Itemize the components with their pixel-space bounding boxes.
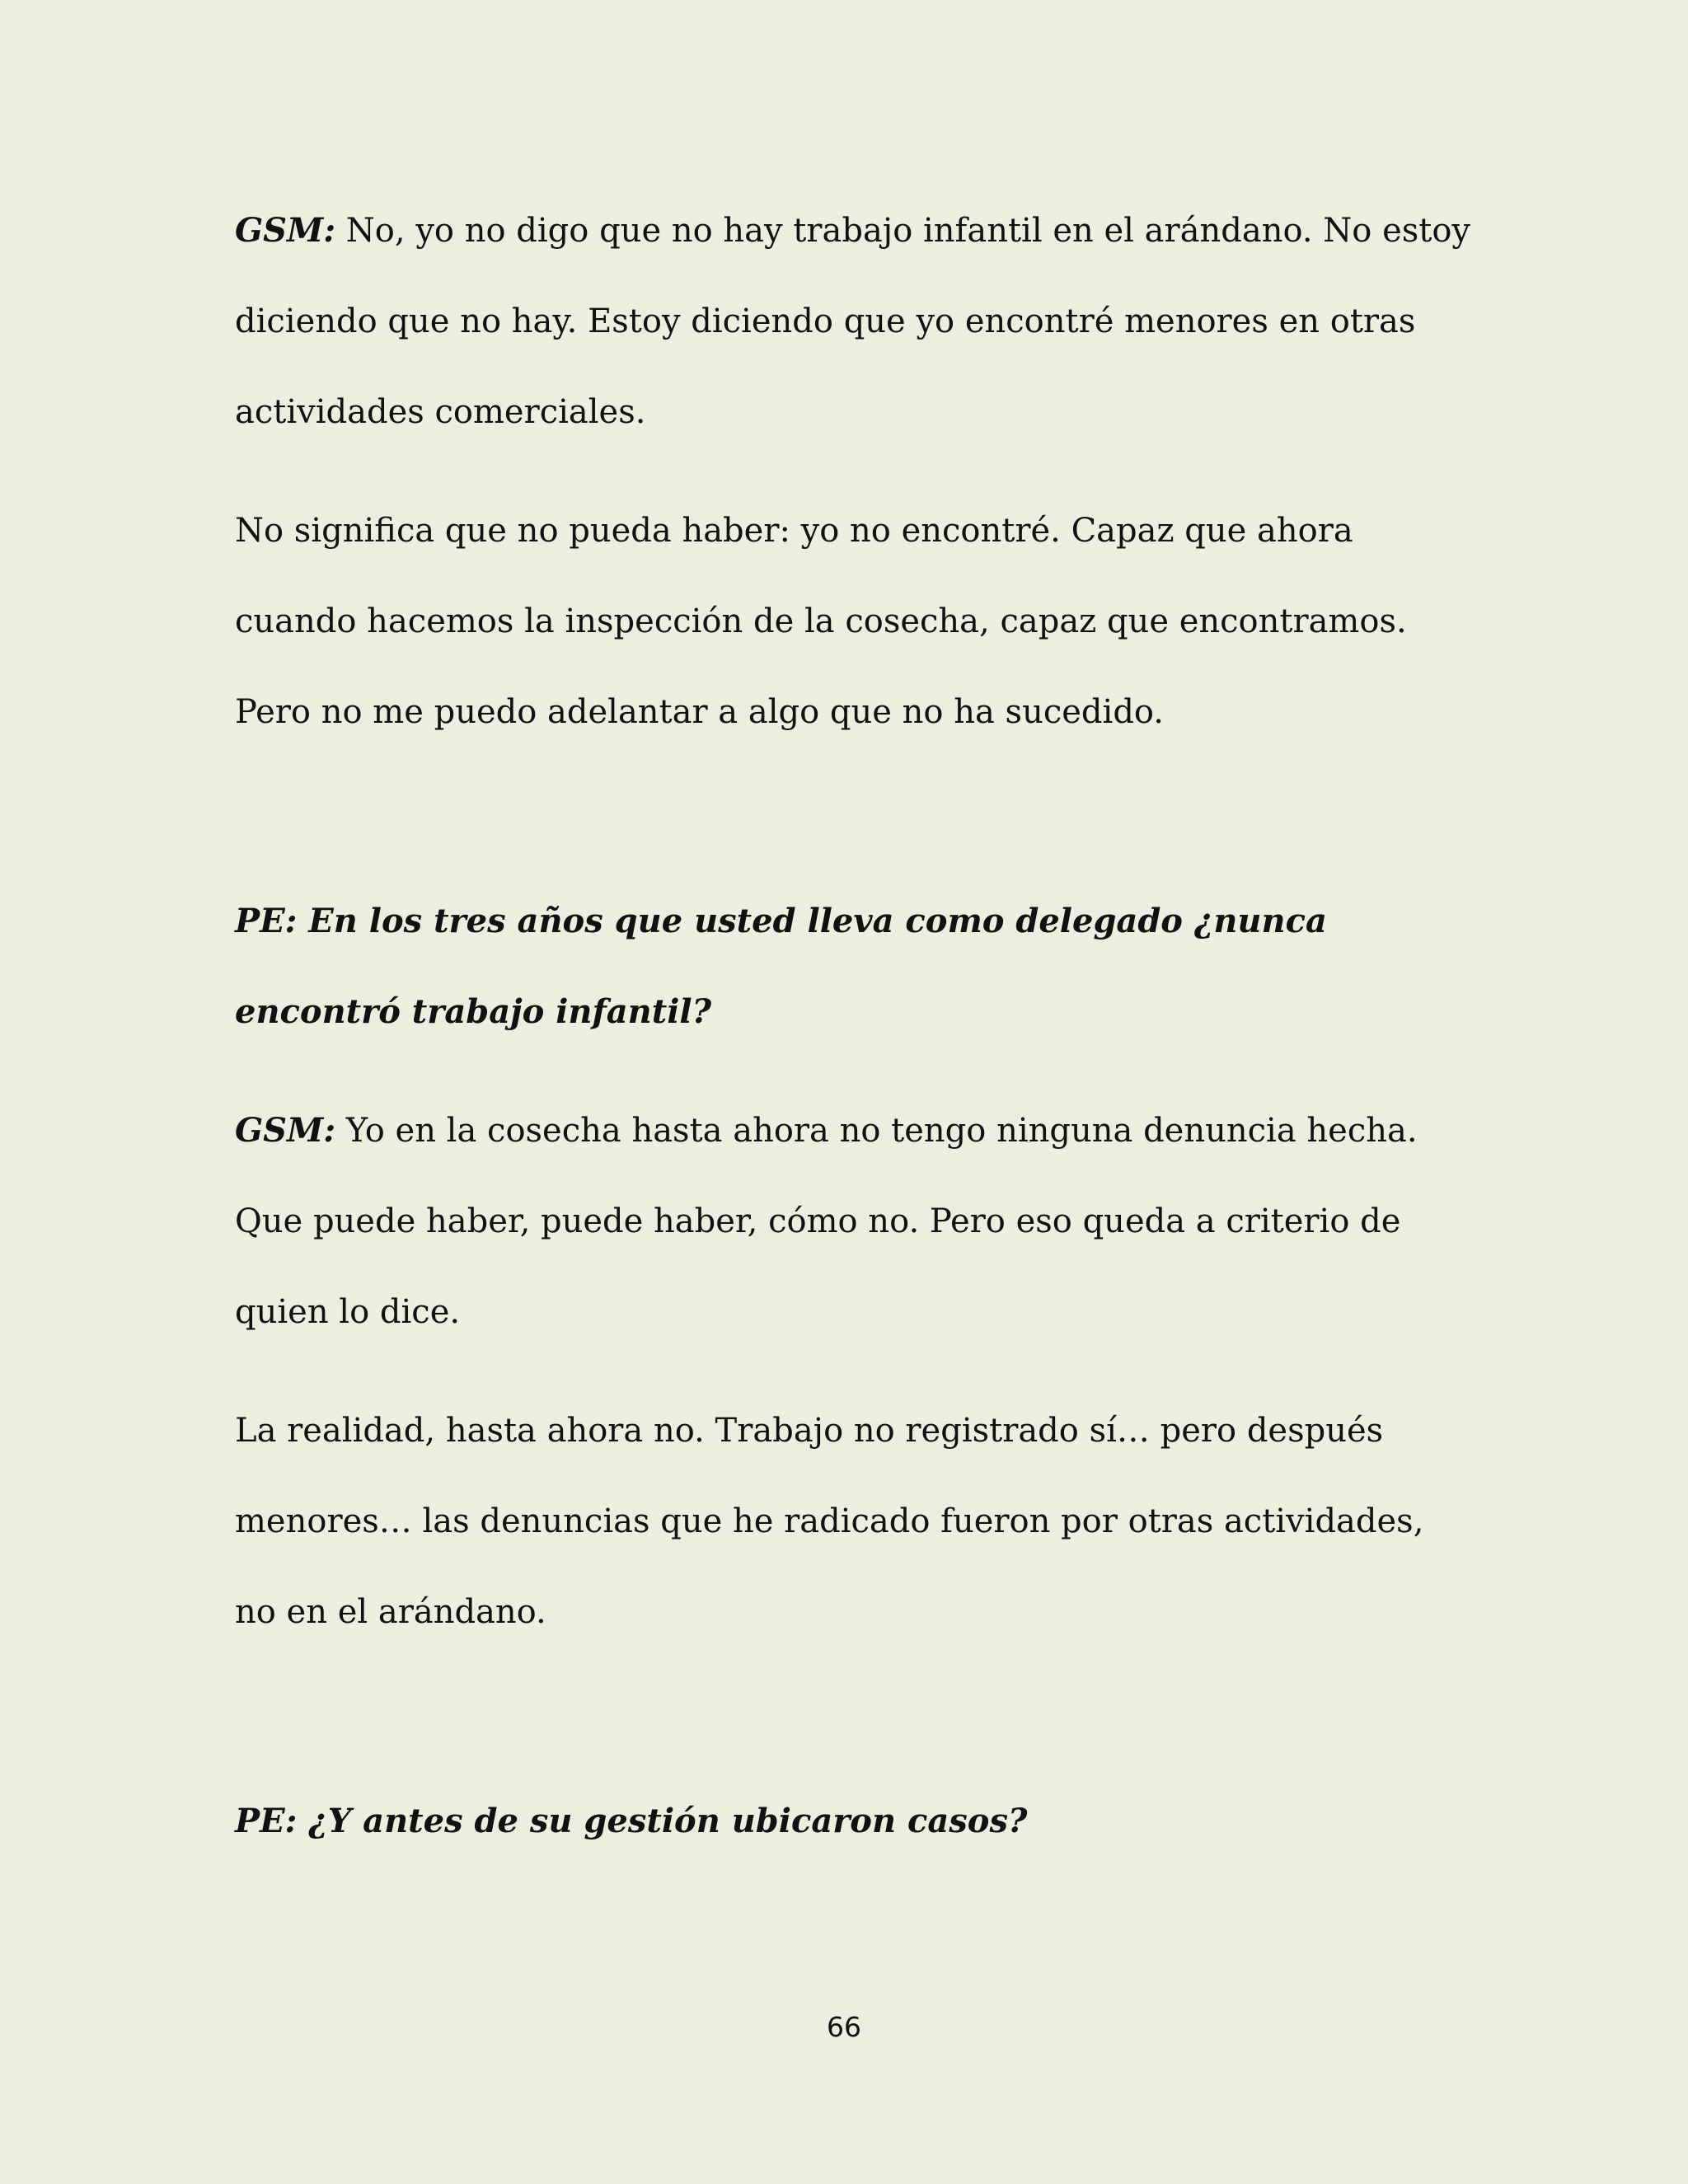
answer-paragraph-4 xyxy=(235,1385,1471,1657)
question-text: PE: ¿Y antes de su gestión ubicaron casos? xyxy=(235,1802,1028,1840)
answer-text: No significa que no pueda haber: yo no encontré. Capaz que ahora cuando hacemos la inspección de la cosecha, capaz que encontramos. Pero no me puedo adelantar a algo que no ha sucedido. xyxy=(235,512,1407,731)
question-text: PE: En los tres años que usted lleva como delegado ¿nunca encontró trabajo infantil? xyxy=(235,902,1327,1031)
answer-text: No, yo no digo que no hay trabajo infantil en el arándano. No estoy diciendo que no hay. Estoy diciendo que yo encontré menores en otras actividades comerciales. xyxy=(235,212,1471,431)
document-body xyxy=(235,185,1471,1867)
answer-paragraph-3 xyxy=(235,1085,1471,1357)
answer-paragraph-2 xyxy=(235,485,1471,757)
page-number: 66 xyxy=(827,2011,861,2043)
answer-text: Yo en la cosecha hasta ahora no tengo ninguna denuncia hecha. Que puede haber, puede haber, cómo no. Pero eso queda a criterio de quien lo dice. xyxy=(235,1112,1418,1331)
answer-text: La realidad, hasta ahora no. Trabajo no registrado sí… pero después menores… las denuncias que he radicado fueron por otras actividades, no en el arándano. xyxy=(235,1412,1424,1631)
question-paragraph-1 xyxy=(235,876,1471,1057)
speaker-label: GSM: xyxy=(235,211,336,250)
answer-paragraph-1 xyxy=(235,185,1471,457)
question-paragraph-2 xyxy=(235,1776,1471,1867)
speaker-label: GSM: xyxy=(235,1111,336,1150)
